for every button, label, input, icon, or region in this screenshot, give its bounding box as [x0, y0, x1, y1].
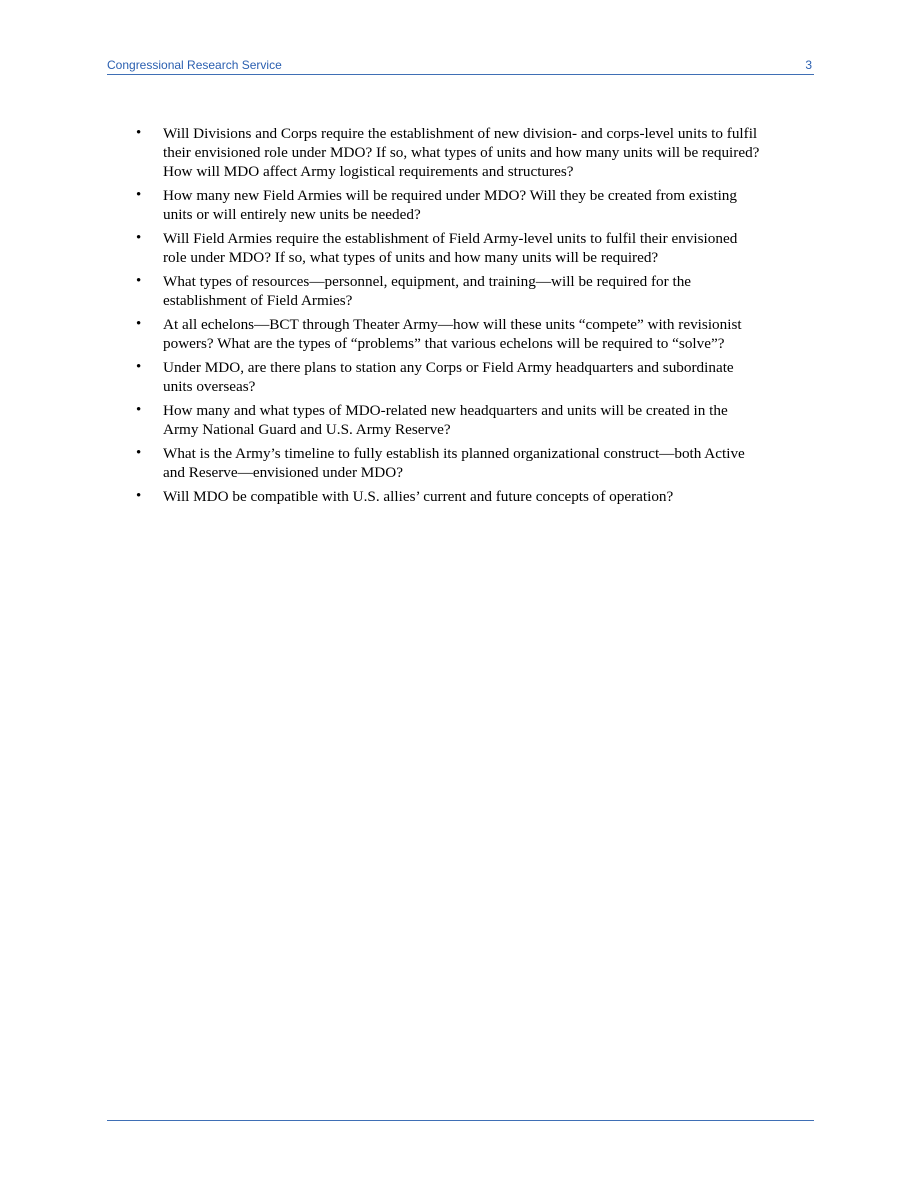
bullet-icon: •: [136, 273, 142, 289]
list-item-text: How many new Field Armies will be required under MDO? Will they be created from existing units or will entirely new units be needed?: [163, 187, 737, 223]
bullet-icon: •: [136, 488, 142, 504]
list-item: [136, 124, 763, 181]
list-item-text: How many and what types of MDO-related new headquarters and units will be created in the Army National Guard and U.S. Army Reserve?: [163, 402, 728, 438]
bullet-icon: •: [136, 359, 142, 375]
bullet-icon: •: [136, 187, 142, 203]
list-item-text: At all echelons—BCT through Theater Army—how will these units “compete” with revisionist powers? What are the types of “problems” that various echelons will be required to “solve”?: [163, 316, 742, 352]
footer-divider: [107, 1120, 814, 1121]
list-item: [136, 229, 763, 267]
page-number: 3: [805, 58, 812, 72]
list-item-text: Under MDO, are there plans to station any Corps or Field Army headquarters and subordinate units overseas?: [163, 359, 734, 395]
list-item: [136, 186, 763, 224]
bullet-icon: •: [136, 230, 142, 246]
bullet-icon: •: [136, 316, 142, 332]
page-header: [107, 58, 814, 75]
list-item: [136, 315, 763, 353]
list-item-text: What types of resources—personnel, equipment, and training—will be required for the establishment of Field Armies?: [163, 273, 692, 309]
header-title: Congressional Research Service: [107, 58, 282, 72]
list-item-text: Will MDO be compatible with U.S. allies’ current and future concepts of operation?: [163, 488, 674, 505]
bullet-icon: •: [136, 445, 142, 461]
bullet-icon: •: [136, 125, 142, 141]
bullet-icon: •: [136, 402, 142, 418]
list-item: [136, 487, 763, 506]
question-list: [0, 124, 920, 511]
list-item: [136, 272, 763, 310]
list-item: [136, 358, 763, 396]
list-item-text: Will Divisions and Corps require the establishment of new division- and corps-level units to fulfil their envisioned role under MDO? If so, what types of units and how many units will be required? How will MDO affect Army logistical requirements and structures?: [163, 125, 760, 180]
list-item-text: Will Field Armies require the establishment of Field Army-level units to fulfil their envisioned role under MDO? If so, what types of units and how many units will be required?: [163, 230, 738, 266]
list-item-text: What is the Army’s timeline to fully establish its planned organizational construct—both Active and Reserve—envisioned under MDO?: [163, 445, 745, 481]
list-item: [136, 401, 763, 439]
list-item: [136, 444, 763, 482]
